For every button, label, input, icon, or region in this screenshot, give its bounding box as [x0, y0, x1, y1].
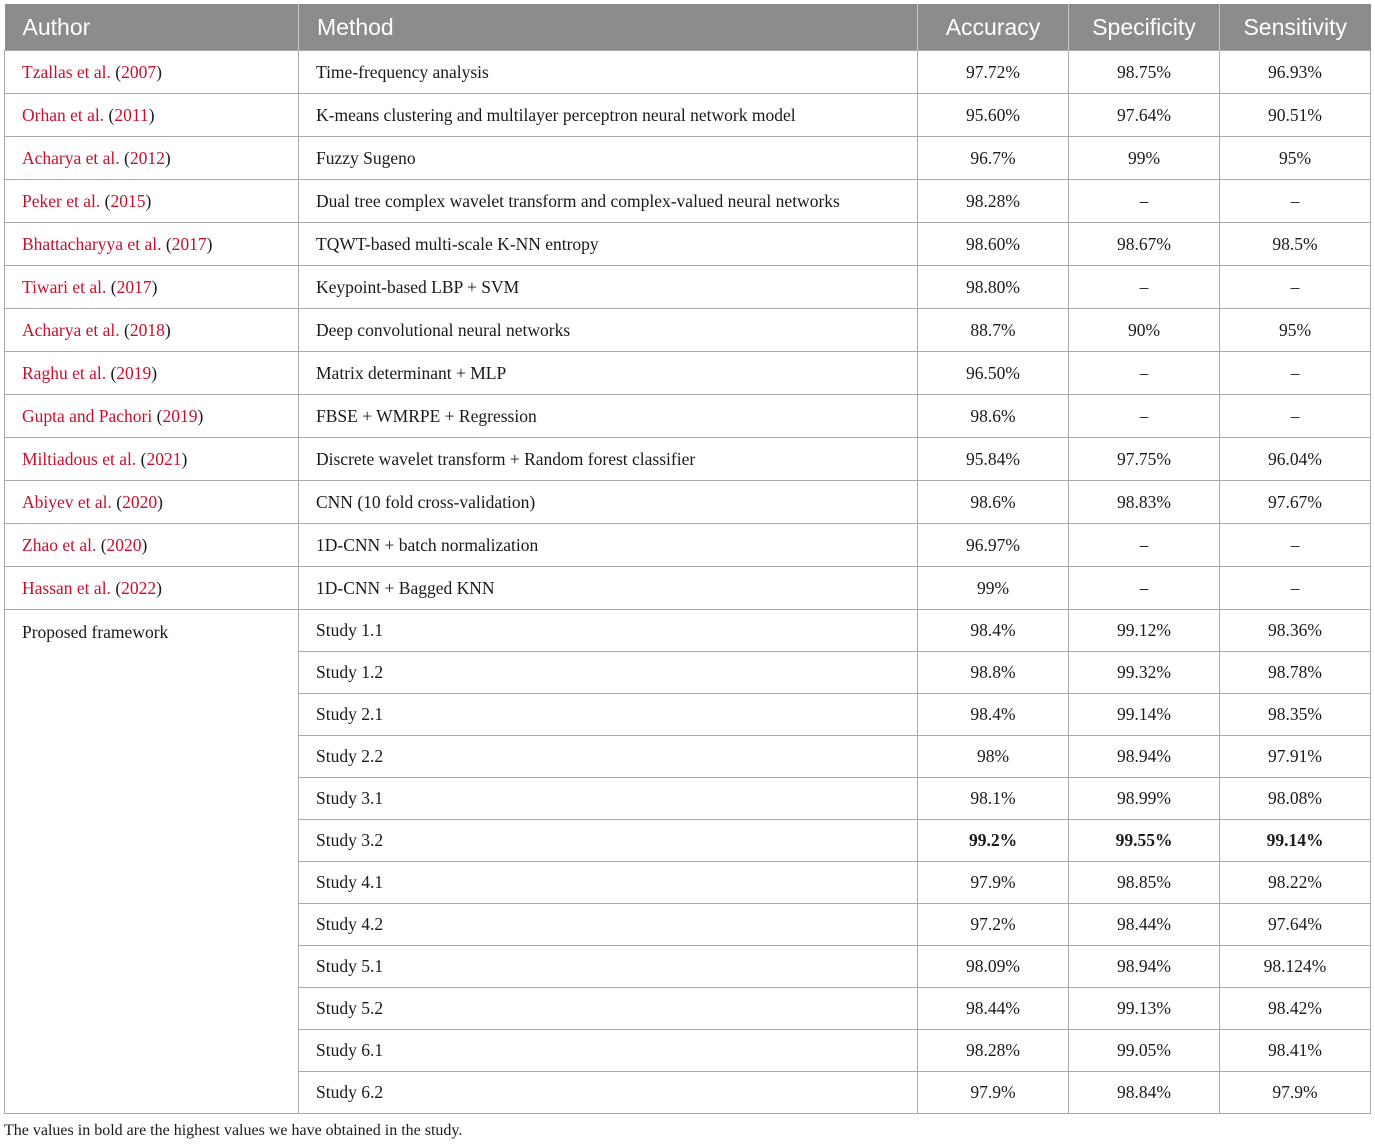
- paren-open: (: [140, 448, 147, 469]
- author-link[interactable]: Bhattacharyya et al.: [22, 233, 162, 254]
- study-method-cell: Study 6.1: [299, 1030, 918, 1072]
- comparison-table: [4, 4, 1371, 1114]
- author-link[interactable]: Tiwari et al.: [22, 276, 107, 297]
- paren-open: (: [110, 362, 117, 383]
- study-accuracy-cell: 97.9%: [918, 862, 1069, 904]
- author-link[interactable]: Zhao et al.: [22, 534, 97, 555]
- study-sensitivity-cell: 98.41%: [1220, 1030, 1371, 1072]
- author-link[interactable]: Tzallas et al.: [22, 61, 111, 82]
- study-method-cell: Study 3.2: [299, 820, 918, 862]
- author-cell: [5, 309, 299, 352]
- study-specificity-cell: 98.94%: [1069, 946, 1220, 988]
- header-accuracy: Accuracy: [918, 4, 1069, 51]
- paren-close: ): [151, 276, 158, 297]
- method-cell: FBSE + WMRPE + Regression: [299, 395, 918, 438]
- paren-close: ): [156, 577, 162, 598]
- method-cell: Time-frequency analysis: [299, 51, 918, 94]
- author-cell: [5, 438, 299, 481]
- table-row: [5, 309, 1371, 352]
- study-method-cell: Study 1.1: [299, 610, 918, 652]
- author-link[interactable]: Acharya et al.: [22, 319, 120, 340]
- study-sensitivity-cell: 98.35%: [1220, 694, 1371, 736]
- study-accuracy-cell: 98.1%: [918, 778, 1069, 820]
- study-accuracy-cell: 98.4%: [918, 610, 1069, 652]
- author-link[interactable]: Gupta and Pachori: [22, 405, 153, 426]
- paren-close: ): [145, 190, 152, 211]
- study-accuracy-cell: 99.2%: [918, 820, 1069, 862]
- study-accuracy-cell: 98.4%: [918, 694, 1069, 736]
- header-author: Author: [5, 4, 299, 51]
- header-specificity: Specificity: [1069, 4, 1220, 51]
- accuracy-cell: 98.6%: [918, 395, 1069, 438]
- author-cell: [5, 567, 299, 610]
- specificity-cell: 99%: [1069, 137, 1220, 180]
- paren-close: ): [181, 448, 188, 469]
- year-link[interactable]: 2017: [116, 276, 152, 297]
- author-link[interactable]: Acharya et al.: [22, 147, 120, 168]
- paren-close: ): [151, 362, 158, 383]
- accuracy-cell: 98.6%: [918, 481, 1069, 524]
- paren-open: (: [100, 534, 107, 555]
- accuracy-cell: 96.97%: [918, 524, 1069, 567]
- sensitivity-cell: –: [1220, 266, 1371, 309]
- paren-open: (: [124, 319, 130, 340]
- specificity-cell: 98.83%: [1069, 481, 1220, 524]
- accuracy-cell: 98.28%: [918, 180, 1069, 223]
- study-accuracy-cell: 97.9%: [918, 1072, 1069, 1114]
- table-row: [5, 180, 1371, 223]
- table-row: [5, 524, 1371, 567]
- method-cell: Dual tree complex wavelet transform and complex-valued neural networks: [299, 180, 918, 223]
- accuracy-cell: 98.60%: [918, 223, 1069, 266]
- sensitivity-cell: 95%: [1220, 137, 1371, 180]
- header-method: Method: [299, 4, 918, 51]
- year-link[interactable]: 2021: [146, 448, 182, 469]
- author-link[interactable]: Miltiadous et al.: [22, 448, 137, 469]
- sensitivity-cell: 95%: [1220, 309, 1371, 352]
- study-specificity-cell: 99.12%: [1069, 610, 1220, 652]
- study-sensitivity-cell: 98.78%: [1220, 652, 1371, 694]
- author-link[interactable]: Abiyev et al.: [22, 491, 112, 512]
- specificity-cell: –: [1069, 567, 1220, 610]
- method-cell: 1D-CNN + Bagged KNN: [299, 567, 918, 610]
- table-row: [5, 223, 1371, 266]
- method-cell: TQWT-based multi-scale K-NN entropy: [299, 223, 918, 266]
- study-specificity-cell: 98.99%: [1069, 778, 1220, 820]
- comparison-table-container: [4, 4, 1370, 1114]
- author-link[interactable]: Orhan et al.: [22, 104, 105, 125]
- year-link[interactable]: 2015: [110, 190, 146, 211]
- study-specificity-cell: 98.84%: [1069, 1072, 1220, 1114]
- study-sensitivity-cell: 98.22%: [1220, 862, 1371, 904]
- year-link[interactable]: 2019: [116, 362, 152, 383]
- specificity-cell: –: [1069, 266, 1220, 309]
- study-sensitivity-cell: 97.91%: [1220, 736, 1371, 778]
- specificity-cell: –: [1069, 352, 1220, 395]
- study-specificity-cell: 98.94%: [1069, 736, 1220, 778]
- specificity-cell: –: [1069, 524, 1220, 567]
- sensitivity-cell: 90.51%: [1220, 94, 1371, 137]
- table-row: [5, 567, 1371, 610]
- study-accuracy-cell: 98.44%: [918, 988, 1069, 1030]
- author-cell: [5, 94, 299, 137]
- header-sensitivity: Sensitivity: [1220, 4, 1371, 51]
- accuracy-cell: 95.60%: [918, 94, 1069, 137]
- study-accuracy-cell: 97.2%: [918, 904, 1069, 946]
- study-method-cell: Study 2.1: [299, 694, 918, 736]
- accuracy-cell: 97.72%: [918, 51, 1069, 94]
- paren-close: ): [164, 319, 171, 340]
- specificity-cell: 98.67%: [1069, 223, 1220, 266]
- table-row: [5, 438, 1371, 481]
- method-cell: Matrix determinant + MLP: [299, 352, 918, 395]
- paren-close: ): [156, 61, 162, 82]
- paren-close: ): [164, 147, 171, 168]
- study-method-cell: Study 4.1: [299, 862, 918, 904]
- method-cell: Keypoint-based LBP + SVM: [299, 266, 918, 309]
- author-cell: [5, 51, 299, 94]
- paren-open: (: [124, 147, 130, 168]
- author-cell: [5, 481, 299, 524]
- paren-open: (: [156, 405, 163, 426]
- sensitivity-cell: 97.67%: [1220, 481, 1371, 524]
- method-cell: CNN (10 fold cross-validation): [299, 481, 918, 524]
- study-specificity-cell: 98.44%: [1069, 904, 1220, 946]
- method-cell: K-means clustering and multilayer perceptron neural network model: [299, 94, 918, 137]
- study-specificity-cell: 99.55%: [1069, 820, 1220, 862]
- sensitivity-cell: –: [1220, 395, 1371, 438]
- author-cell: [5, 395, 299, 438]
- sensitivity-cell: –: [1220, 524, 1371, 567]
- method-cell: Fuzzy Sugeno: [299, 137, 918, 180]
- paren-open: (: [116, 491, 123, 512]
- study-method-cell: Study 5.2: [299, 988, 918, 1030]
- study-specificity-cell: 99.05%: [1069, 1030, 1220, 1072]
- accuracy-cell: 96.7%: [918, 137, 1069, 180]
- study-row: [5, 610, 1371, 652]
- author-cell: [5, 223, 299, 266]
- sensitivity-cell: –: [1220, 352, 1371, 395]
- method-cell: Discrete wavelet transform + Random forest classifier: [299, 438, 918, 481]
- accuracy-cell: 98.80%: [918, 266, 1069, 309]
- study-accuracy-cell: 98.09%: [918, 946, 1069, 988]
- study-sensitivity-cell: 98.42%: [1220, 988, 1371, 1030]
- specificity-cell: 97.64%: [1069, 94, 1220, 137]
- study-specificity-cell: 99.13%: [1069, 988, 1220, 1030]
- accuracy-cell: 99%: [918, 567, 1069, 610]
- specificity-cell: 90%: [1069, 309, 1220, 352]
- method-cell: Deep convolutional neural networks: [299, 309, 918, 352]
- year-link[interactable]: 2017: [171, 233, 207, 254]
- study-sensitivity-cell: 97.64%: [1220, 904, 1371, 946]
- author-link[interactable]: Hassan et al.: [22, 577, 111, 598]
- accuracy-cell: 88.7%: [918, 309, 1069, 352]
- year-link[interactable]: 2011: [114, 104, 149, 125]
- sensitivity-cell: –: [1220, 180, 1371, 223]
- paren-open: (: [165, 233, 172, 254]
- specificity-cell: 97.75%: [1069, 438, 1220, 481]
- year-link[interactable]: 2007: [121, 61, 157, 82]
- study-method-cell: Study 6.2: [299, 1072, 918, 1114]
- year-link[interactable]: 2019: [162, 405, 198, 426]
- study-method-cell: Study 5.1: [299, 946, 918, 988]
- author-cell: [5, 352, 299, 395]
- paren-close: ): [141, 534, 148, 555]
- sensitivity-cell: –: [1220, 567, 1371, 610]
- table-footnote: The values in bold are the highest values we have obtained in the study.: [4, 1122, 463, 1139]
- author-link[interactable]: Raghu et al.: [22, 362, 107, 383]
- author-cell: [5, 137, 299, 180]
- study-method-cell: Study 4.2: [299, 904, 918, 946]
- study-accuracy-cell: 98%: [918, 736, 1069, 778]
- table-row: [5, 481, 1371, 524]
- paren-open: (: [104, 190, 111, 211]
- table-row: [5, 266, 1371, 309]
- study-method-cell: Study 3.1: [299, 778, 918, 820]
- specificity-cell: –: [1069, 180, 1220, 223]
- author-cell: [5, 266, 299, 309]
- table-row: [5, 352, 1371, 395]
- sensitivity-cell: 96.04%: [1220, 438, 1371, 481]
- study-specificity-cell: 98.85%: [1069, 862, 1220, 904]
- paren-close: ): [148, 104, 155, 125]
- table-row: [5, 51, 1371, 94]
- year-link[interactable]: 2020: [122, 491, 158, 512]
- study-method-cell: Study 2.2: [299, 736, 918, 778]
- author-link[interactable]: Peker et al.: [22, 190, 101, 211]
- specificity-cell: 98.75%: [1069, 51, 1220, 94]
- author-cell: [5, 180, 299, 223]
- proposed-framework-cell: Proposed framework: [5, 610, 299, 1114]
- paren-open: (: [110, 276, 117, 297]
- study-accuracy-cell: 98.28%: [918, 1030, 1069, 1072]
- paren-close: ): [157, 491, 163, 512]
- accuracy-cell: 95.84%: [918, 438, 1069, 481]
- table-row: [5, 395, 1371, 438]
- study-specificity-cell: 99.32%: [1069, 652, 1220, 694]
- study-sensitivity-cell: 98.36%: [1220, 610, 1371, 652]
- year-link[interactable]: 2018: [129, 319, 165, 340]
- paren-open: (: [115, 577, 122, 598]
- sensitivity-cell: 98.5%: [1220, 223, 1371, 266]
- paren-open: (: [115, 61, 122, 82]
- table-row: [5, 137, 1371, 180]
- author-cell: [5, 524, 299, 567]
- study-accuracy-cell: 98.8%: [918, 652, 1069, 694]
- year-link[interactable]: 2022: [121, 577, 157, 598]
- paren-open: (: [108, 104, 115, 125]
- method-cell: 1D-CNN + batch normalization: [299, 524, 918, 567]
- study-sensitivity-cell: 98.124%: [1220, 946, 1371, 988]
- year-link[interactable]: 2012: [129, 147, 165, 168]
- paren-close: ): [206, 233, 213, 254]
- accuracy-cell: 96.50%: [918, 352, 1069, 395]
- sensitivity-cell: 96.93%: [1220, 51, 1371, 94]
- table-row: [5, 94, 1371, 137]
- study-sensitivity-cell: 98.08%: [1220, 778, 1371, 820]
- header-row: [5, 4, 1371, 51]
- year-link[interactable]: 2020: [106, 534, 142, 555]
- paren-close: ): [197, 405, 204, 426]
- study-method-cell: Study 1.2: [299, 652, 918, 694]
- study-specificity-cell: 99.14%: [1069, 694, 1220, 736]
- study-sensitivity-cell: 97.9%: [1220, 1072, 1371, 1114]
- specificity-cell: –: [1069, 395, 1220, 438]
- study-sensitivity-cell: 99.14%: [1220, 820, 1371, 862]
